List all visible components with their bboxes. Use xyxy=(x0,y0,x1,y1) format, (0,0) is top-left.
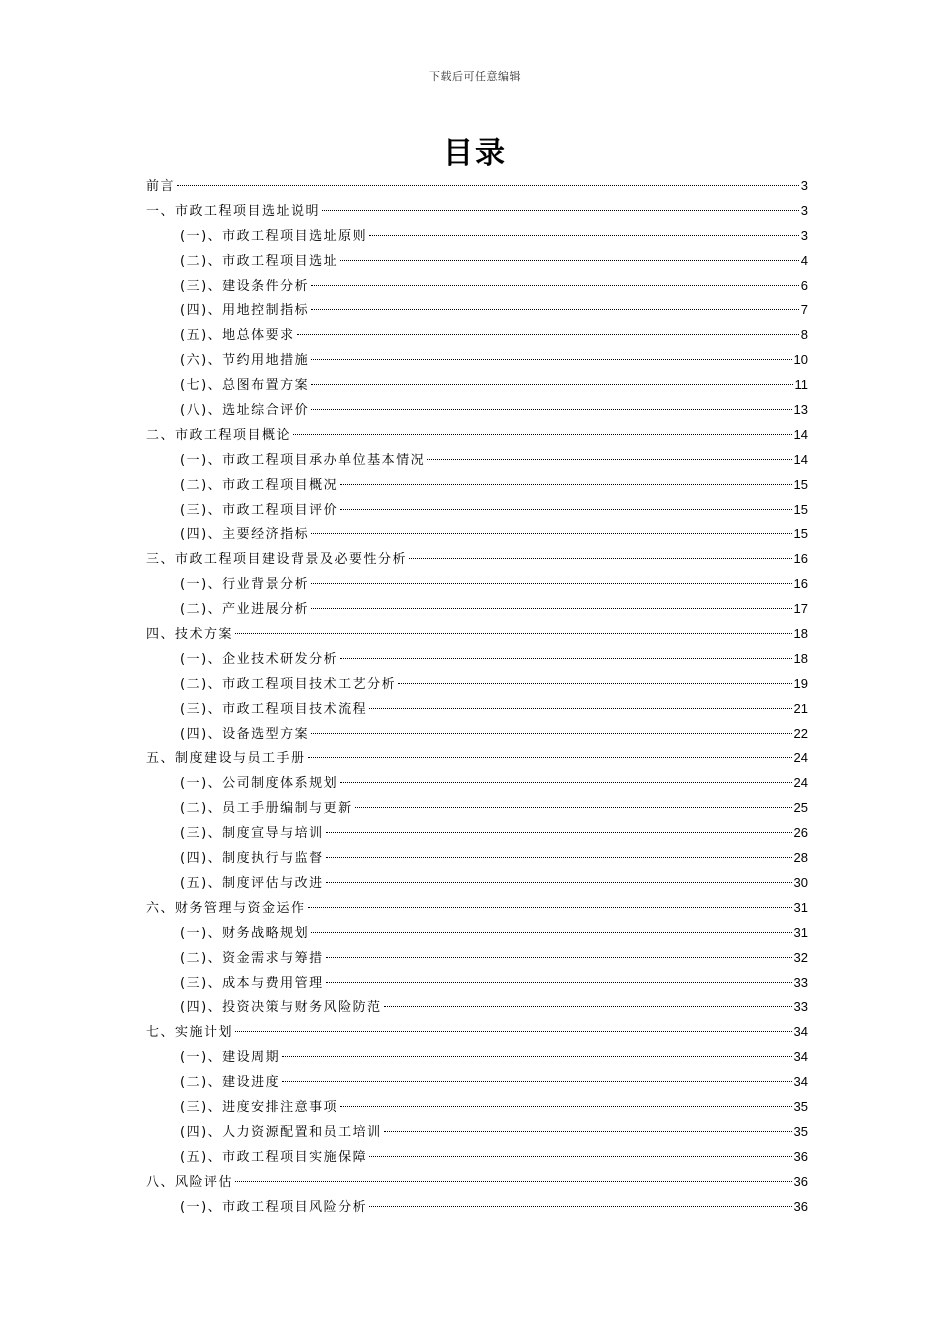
toc-entry[interactable] xyxy=(146,224,808,249)
toc-entry-page: 33 xyxy=(793,974,808,990)
toc-dot-leader xyxy=(311,533,791,534)
toc-entry-label: (一)、公司制度体系规划 xyxy=(180,776,339,792)
toc-entry-page: 18 xyxy=(793,626,808,642)
toc-dot-leader xyxy=(311,608,791,609)
toc-entry-label: (三)、制度宣导与培训 xyxy=(180,826,324,842)
toc-entry[interactable] xyxy=(146,572,808,597)
toc-entry[interactable] xyxy=(146,448,808,473)
header-note: 下载后可任意编辑 xyxy=(429,70,521,83)
toc-entry-label: (一)、建设周期 xyxy=(180,1050,281,1066)
toc-entry[interactable] xyxy=(146,1145,808,1170)
toc-dot-leader xyxy=(369,708,791,709)
toc-entry-page: 30 xyxy=(793,874,808,890)
toc-dot-leader xyxy=(308,907,792,908)
toc-entry[interactable] xyxy=(146,274,808,299)
toc-entry-page: 10 xyxy=(793,352,808,368)
toc-entry[interactable] xyxy=(146,622,808,647)
toc-entry[interactable] xyxy=(146,871,808,896)
toc-entry[interactable] xyxy=(146,697,808,722)
toc-entry-label: 二、市政工程项目概论 xyxy=(146,427,292,443)
toc-dot-leader xyxy=(340,260,799,261)
toc-dot-leader xyxy=(427,459,791,460)
toc-entry[interactable] xyxy=(146,522,808,547)
toc-entry-label: (一)、企业技术研发分析 xyxy=(180,651,339,667)
toc-entry[interactable] xyxy=(146,199,808,224)
toc-dot-leader xyxy=(340,782,791,783)
toc-entry[interactable] xyxy=(146,896,808,921)
toc-entry-page: 31 xyxy=(793,899,808,915)
toc-entry-label: 前言 xyxy=(146,179,176,194)
toc-entry-label: (一)、市政工程项目风险分析 xyxy=(180,1199,368,1215)
toc-entry[interactable] xyxy=(146,298,808,323)
toc-dot-leader xyxy=(177,185,799,186)
toc-entry-page: 14 xyxy=(793,451,808,467)
toc-entry-page: 17 xyxy=(793,601,808,617)
toc-entry-page: 11 xyxy=(794,377,808,393)
toc-entry[interactable] xyxy=(146,597,808,622)
toc-entry-page: 18 xyxy=(793,650,808,666)
toc-entry-page: 24 xyxy=(793,775,808,791)
toc-entry-label: (五)、地总体要求 xyxy=(180,328,295,344)
toc-entry-page: 3 xyxy=(800,178,808,193)
toc-entry-page: 19 xyxy=(793,675,808,691)
toc-entry-label: 一、市政工程项目选址说明 xyxy=(146,203,321,219)
toc-entry-page: 15 xyxy=(793,476,808,492)
toc-entry-page: 32 xyxy=(793,949,808,965)
toc-entry-label: (一)、财务战略规划 xyxy=(180,925,310,941)
toc-entry[interactable] xyxy=(146,1170,808,1195)
toc-dot-leader xyxy=(311,384,792,385)
toc-entry-page: 33 xyxy=(793,999,808,1015)
toc-entry-page: 34 xyxy=(793,1074,808,1090)
toc-entry-page: 4 xyxy=(800,252,808,268)
toc-entry-label: (四)、人力资源配置和员工培训 xyxy=(180,1124,382,1140)
toc-entry-page: 34 xyxy=(793,1024,808,1040)
toc-entry-page: 26 xyxy=(793,825,808,841)
toc-entry[interactable] xyxy=(146,498,808,523)
toc-entry-label: (四)、投资决策与财务风险防范 xyxy=(180,1000,382,1016)
toc-entry-label: (四)、用地控制指标 xyxy=(180,303,310,319)
toc-dot-leader xyxy=(326,882,792,883)
toc-dot-leader xyxy=(340,509,791,510)
toc-dot-leader xyxy=(297,334,799,335)
toc-entry[interactable] xyxy=(146,1045,808,1070)
toc-dot-leader xyxy=(398,683,791,684)
toc-entry-page: 15 xyxy=(793,526,808,542)
toc-entry-label: (二)、市政工程项目概况 xyxy=(180,477,339,493)
toc-dot-leader xyxy=(340,1106,791,1107)
toc-entry[interactable] xyxy=(146,846,808,871)
toc-entry[interactable] xyxy=(146,1120,808,1145)
toc-dot-leader xyxy=(311,285,799,286)
toc-entry-label: (二)、产业进展分析 xyxy=(180,602,310,618)
toc-dot-leader xyxy=(282,1081,791,1082)
toc-entry[interactable] xyxy=(146,1020,808,1045)
toc-entry-page: 36 xyxy=(793,1198,808,1214)
toc-entry-label: (二)、资金需求与筹措 xyxy=(180,950,324,966)
toc-entry-page: 13 xyxy=(793,402,808,418)
toc-entry-page: 35 xyxy=(793,1123,808,1139)
toc-entry-label: (一)、市政工程项目承办单位基本情况 xyxy=(180,452,426,468)
toc-dot-leader xyxy=(384,1006,792,1007)
toc-entry-label: 三、市政工程项目建设背景及必要性分析 xyxy=(146,552,408,568)
toc-dot-leader xyxy=(409,558,792,559)
toc-entry[interactable] xyxy=(146,946,808,971)
toc-entry[interactable] xyxy=(146,547,808,572)
toc-entry-page: 36 xyxy=(793,1173,808,1189)
toc-dot-leader xyxy=(311,309,799,310)
toc-entry-label: (三)、市政工程项目技术流程 xyxy=(180,701,368,717)
toc-entry-page: 7 xyxy=(800,302,808,318)
toc-entry-label: 六、财务管理与资金运作 xyxy=(146,900,306,916)
toc-entry-page: 36 xyxy=(793,1148,808,1164)
toc-entry-label: (一)、行业背景分析 xyxy=(180,577,310,593)
toc-entry[interactable] xyxy=(146,921,808,946)
toc-entry[interactable] xyxy=(146,1095,808,1120)
toc-entry-page: 15 xyxy=(793,501,808,517)
toc-dot-leader xyxy=(282,1056,791,1057)
toc-entry[interactable] xyxy=(146,249,808,274)
toc-entry[interactable] xyxy=(146,821,808,846)
toc-dot-leader xyxy=(311,583,791,584)
toc-entry[interactable] xyxy=(146,771,808,796)
toc-entry[interactable] xyxy=(146,672,808,697)
toc-entry[interactable] xyxy=(146,323,808,348)
toc-entry-label: 七、实施计划 xyxy=(146,1025,234,1041)
toc-entry-page: 31 xyxy=(793,924,808,940)
toc-entry[interactable] xyxy=(146,1070,808,1095)
toc-entry-page: 16 xyxy=(793,576,808,592)
toc-entry-label: (二)、市政工程项目选址 xyxy=(180,253,339,269)
toc-entry-page: 8 xyxy=(800,327,808,343)
toc-entry-label: (二)、员工手册编制与更新 xyxy=(180,801,353,817)
table-of-contents xyxy=(146,174,808,1219)
toc-dot-leader xyxy=(322,210,799,211)
toc-entry-label: 八、风险评估 xyxy=(146,1174,234,1190)
toc-entry-page: 34 xyxy=(793,1049,808,1065)
toc-entry[interactable] xyxy=(146,473,808,498)
toc-entry-page: 3 xyxy=(800,202,808,218)
toc-entry-page: 21 xyxy=(793,700,808,716)
toc-dot-leader xyxy=(311,409,791,410)
toc-dot-leader xyxy=(308,757,792,758)
toc-entry[interactable] xyxy=(146,722,808,747)
toc-dot-leader xyxy=(340,658,791,659)
toc-entry[interactable] xyxy=(146,746,808,771)
toc-dot-leader xyxy=(311,359,791,360)
toc-dot-leader xyxy=(235,1031,792,1032)
toc-dot-leader xyxy=(235,1181,792,1182)
toc-entry-page: 16 xyxy=(793,551,808,567)
toc-dot-leader xyxy=(326,857,792,858)
toc-entry-page: 6 xyxy=(800,277,808,293)
toc-entry[interactable] xyxy=(146,348,808,373)
toc-dot-leader xyxy=(340,484,791,485)
toc-dot-leader xyxy=(355,807,792,808)
toc-dot-leader xyxy=(326,982,792,983)
toc-dot-leader xyxy=(326,957,792,958)
toc-entry-label: (四)、设备选型方案 xyxy=(180,726,310,742)
toc-entry-label: (一)、市政工程项目选址原则 xyxy=(180,228,368,244)
toc-entry-page: 24 xyxy=(793,750,808,766)
toc-entry[interactable] xyxy=(146,423,808,448)
toc-entry-label: 四、技术方案 xyxy=(146,627,234,643)
toc-entry[interactable] xyxy=(146,373,808,398)
toc-entry[interactable] xyxy=(146,647,808,672)
toc-entry-label: (七)、总图布置方案 xyxy=(180,378,310,394)
toc-title: 目录 xyxy=(443,136,507,171)
toc-entry-label: (二)、市政工程项目技术工艺分析 xyxy=(180,676,397,692)
toc-entry-label: (六)、节约用地措施 xyxy=(180,353,310,369)
toc-dot-leader xyxy=(369,1206,791,1207)
toc-dot-leader xyxy=(235,633,792,634)
toc-entry-label: (五)、制度评估与改进 xyxy=(180,875,324,891)
toc-entry-label: (四)、制度执行与监督 xyxy=(180,851,324,867)
toc-entry-page: 22 xyxy=(793,725,808,741)
toc-dot-leader xyxy=(311,932,791,933)
toc-dot-leader xyxy=(369,1156,791,1157)
toc-entry[interactable] xyxy=(146,995,808,1020)
toc-entry[interactable] xyxy=(146,398,808,423)
toc-entry[interactable] xyxy=(146,796,808,821)
toc-entry-label: (二)、建设进度 xyxy=(180,1075,281,1091)
toc-dot-leader xyxy=(293,434,792,435)
toc-dot-leader xyxy=(384,1131,792,1132)
toc-dot-leader xyxy=(369,235,799,236)
toc-entry-page: 14 xyxy=(793,426,808,442)
toc-entry-label: (五)、市政工程项目实施保障 xyxy=(180,1149,368,1165)
toc-entry-page: 3 xyxy=(800,227,808,243)
toc-entry-page: 25 xyxy=(793,800,808,816)
toc-dot-leader xyxy=(311,733,791,734)
toc-entry-label: (八)、选址综合评价 xyxy=(180,403,310,419)
toc-entry-label: (三)、成本与费用管理 xyxy=(180,975,324,991)
toc-entry-page: 35 xyxy=(793,1098,808,1114)
toc-entry-label: (三)、建设条件分析 xyxy=(180,278,310,294)
toc-dot-leader xyxy=(326,832,792,833)
toc-entry-label: (四)、主要经济指标 xyxy=(180,527,310,543)
toc-entry[interactable] xyxy=(146,174,808,199)
toc-entry-page: 28 xyxy=(793,850,808,866)
toc-entry[interactable] xyxy=(146,971,808,996)
toc-entry-label: (三)、进度安排注意事项 xyxy=(180,1099,339,1115)
toc-entry[interactable] xyxy=(146,1195,808,1220)
toc-entry-label: 五、制度建设与员工手册 xyxy=(146,751,306,767)
toc-entry-label: (三)、市政工程项目评价 xyxy=(180,502,339,518)
